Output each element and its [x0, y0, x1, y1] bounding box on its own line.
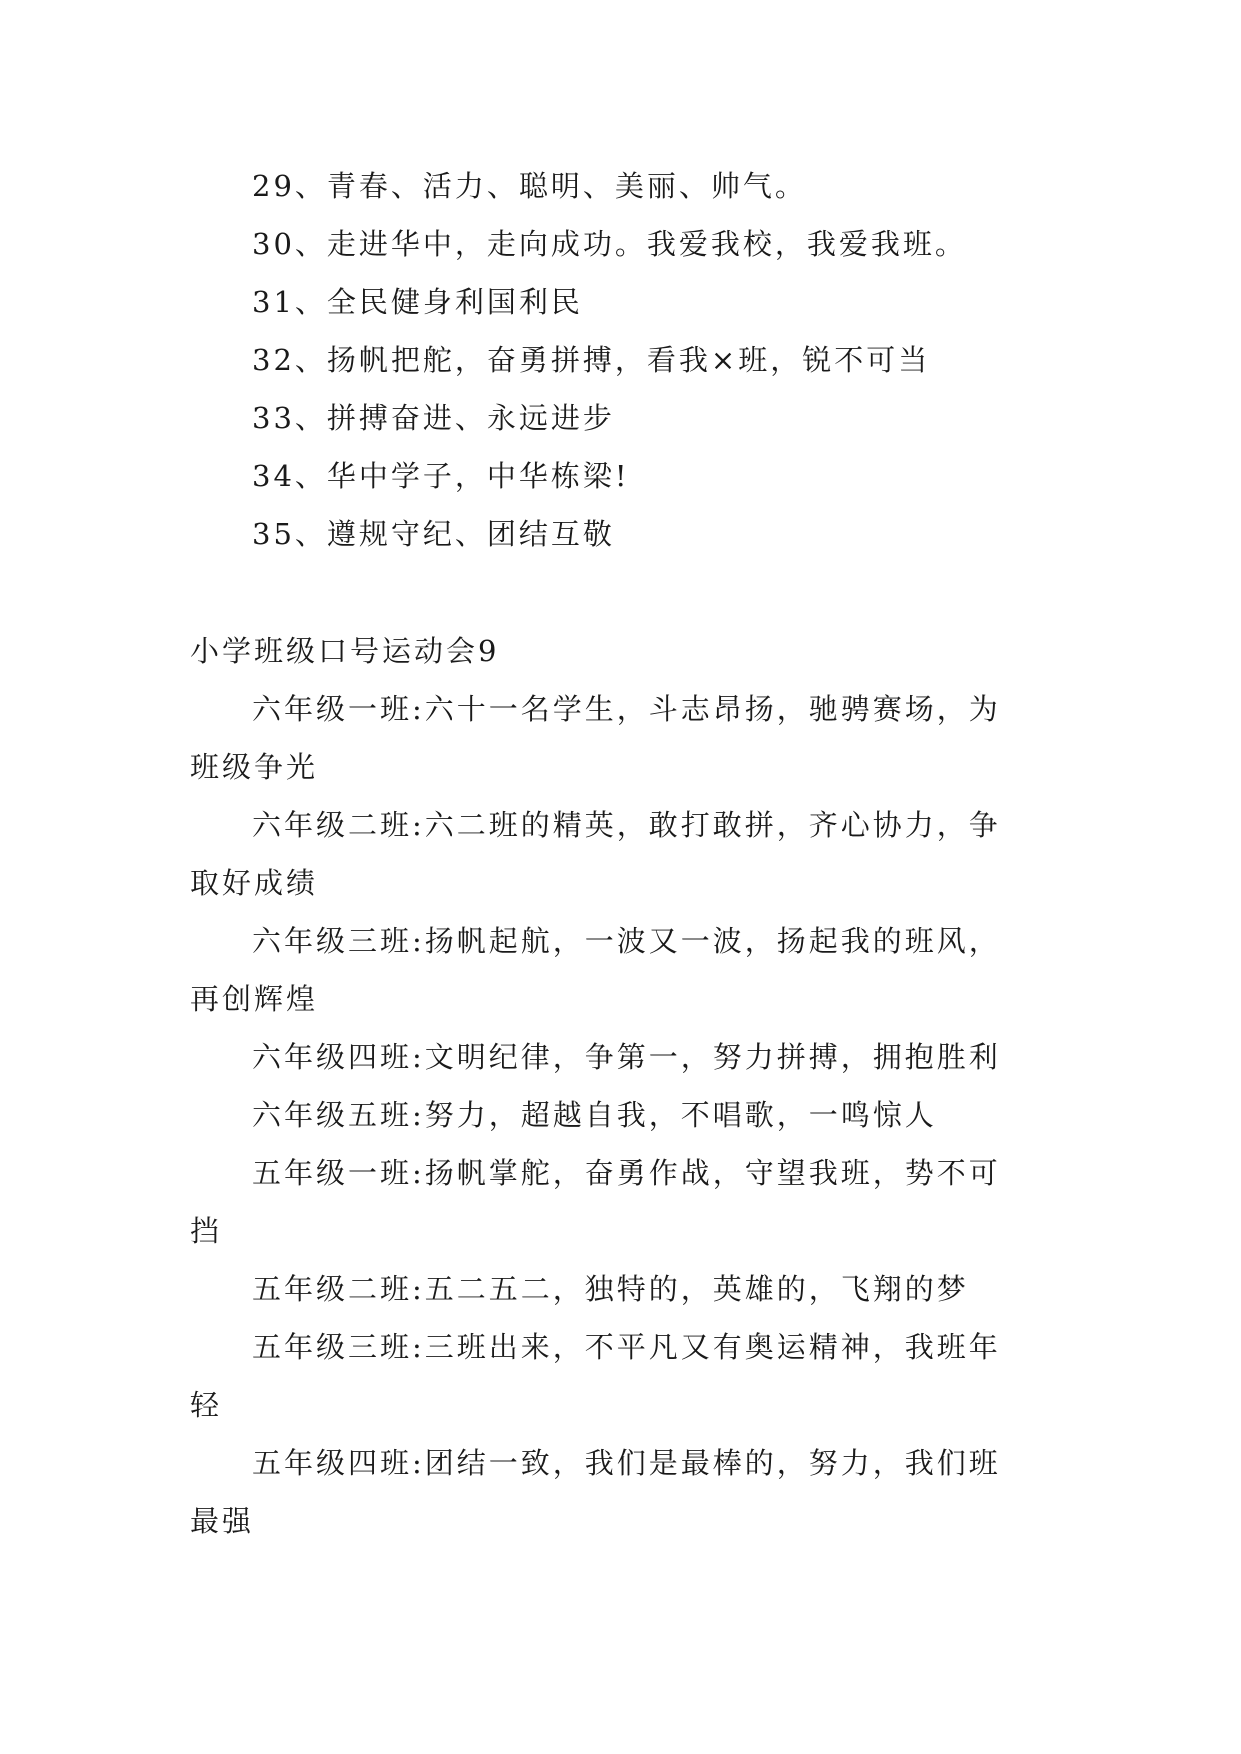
list-item-29: 29、青春、活力、聪明、美丽、帅气。 [252, 169, 807, 203]
slogan-6-3: 六年级三班:扬帆起航，一波又一波，扬起我的班风， [252, 924, 1001, 958]
slogan-6-2-continued: 取好成绩 [190, 866, 319, 900]
slogan-5-1-continued: 挡 [190, 1214, 223, 1248]
slogan-6-1-continued: 班级争光 [190, 750, 319, 784]
list-item-30: 30、走进华中，走向成功。我爱我校，我爱我班。 [252, 227, 967, 261]
list-item-33: 33、拼搏奋进、永远进步 [252, 401, 615, 435]
slogan-6-5: 六年级五班:努力，超越自我，不唱歌，一鸣惊人 [252, 1098, 937, 1132]
list-item-34: 34、华中学子，中华栋梁! [252, 459, 630, 493]
list-item-35: 35、遵规守纪、团结互敬 [252, 517, 615, 551]
slogan-5-4-continued: 最强 [190, 1504, 255, 1538]
slogan-6-3-continued: 再创辉煌 [190, 982, 319, 1016]
slogan-5-4: 五年级四班:团结一致，我们是最棒的，努力，我们班 [252, 1446, 1001, 1480]
list-item-31: 31、全民健身利国利民 [252, 285, 583, 319]
slogan-5-3: 五年级三班:三班出来，不平凡又有奥运精神，我班年 [252, 1330, 1001, 1364]
slogan-6-2: 六年级二班:六二班的精英，敢打敢拼，齐心协力，争 [252, 808, 1001, 842]
section-heading: 小学班级口号运动会9 [190, 634, 500, 668]
slogan-6-4: 六年级四班:文明纪律，争第一，努力拼搏，拥抱胜利 [252, 1040, 1001, 1074]
slogan-6-1: 六年级一班:六十一名学生，斗志昂扬，驰骋赛场，为 [252, 692, 1001, 726]
list-item-32: 32、扬帆把舵，奋勇拼搏，看我×班，锐不可当 [252, 343, 931, 377]
slogan-5-1: 五年级一班:扬帆掌舵，奋勇作战，守望我班，势不可 [252, 1156, 1001, 1190]
slogan-5-2: 五年级二班:五二五二，独特的，英雄的，飞翔的梦 [252, 1272, 969, 1306]
slogan-5-3-continued: 轻 [190, 1388, 223, 1422]
